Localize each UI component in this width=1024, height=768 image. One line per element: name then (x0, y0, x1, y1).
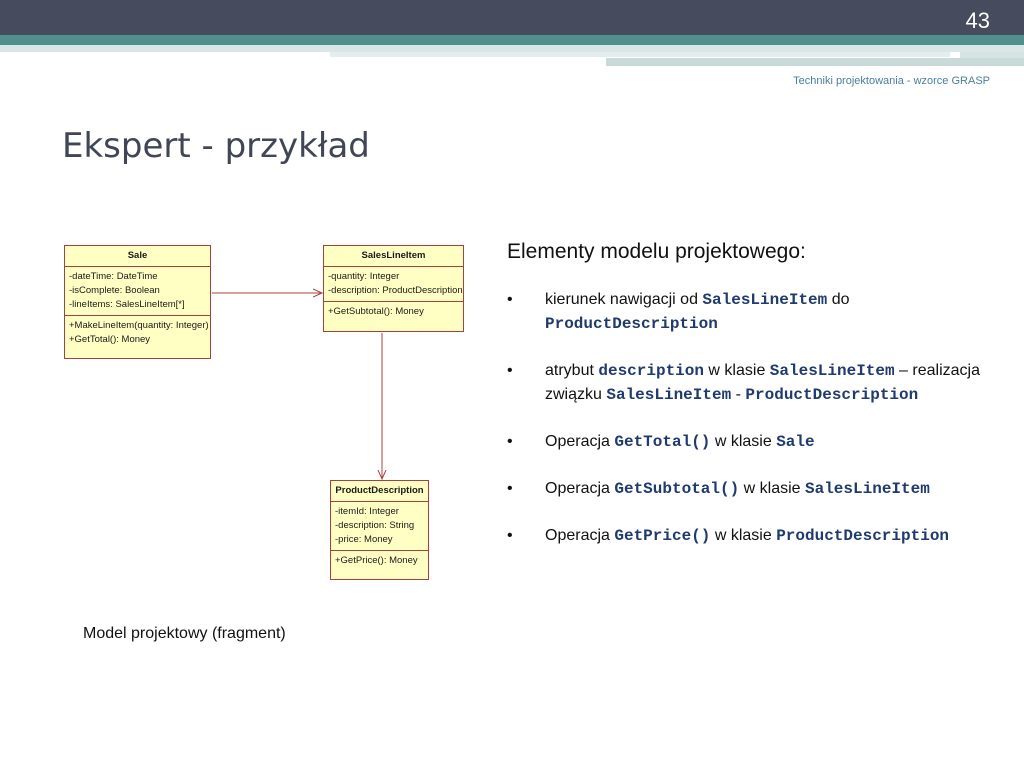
class-attribute: -quantity: Integer (328, 271, 400, 282)
bullet-item (507, 524, 997, 548)
class-attributes (324, 267, 463, 302)
bullet-text: w klasie (710, 527, 777, 544)
code-term: SalesLineItem (805, 480, 930, 498)
header-note: Techniki projektowania - wzorce GRASP (793, 75, 990, 87)
class-name: SalesLineItem (324, 246, 463, 267)
decor-stripe (0, 45, 1024, 52)
bullet-text: w klasie (739, 480, 805, 497)
code-term: ProductDescription (545, 315, 718, 333)
bullet-list (507, 288, 997, 548)
class-attribute: -description: ProductDescription (328, 285, 463, 296)
bullet-text: Operacja (545, 433, 615, 450)
class-operation: +GetTotal(): Money (69, 334, 151, 345)
code-term: GetSubtotal() (614, 480, 740, 498)
content-heading: Elementy modelu projektowego: (507, 240, 806, 263)
class-operation: +MakeLineItem(quantity: Integer) (69, 320, 209, 331)
class-attribute: -price: Money (335, 534, 393, 545)
code-term: SalesLineItem (702, 291, 828, 309)
diagram-caption: Model projektowy (fragment) (83, 625, 286, 642)
code-term: ProductDescription (776, 527, 950, 545)
bullet-dot: • (507, 527, 513, 544)
uml-class-salesLineItem (323, 245, 464, 332)
code-term: GetPrice() (614, 527, 711, 545)
code-term: SalesLineItem (606, 386, 732, 404)
bullet-text: atrybut (545, 362, 599, 379)
slide-number: 43 (965, 8, 990, 33)
bullet-text: w klasie (710, 433, 777, 450)
class-operations (65, 316, 210, 350)
page-title: Ekspert - przykład (62, 126, 370, 166)
class-operations (331, 551, 428, 571)
bullet-item (507, 477, 997, 501)
code-term: GetTotal() (614, 433, 711, 451)
bullet-dot: • (507, 433, 513, 450)
class-name: ProductDescription (331, 481, 428, 502)
code-term: ProductDescription (745, 386, 919, 404)
class-name: Sale (65, 246, 210, 267)
class-attribute: -lineItems: SalesLineItem[*] (69, 299, 185, 310)
bullet-text: – realizacja związku (545, 362, 980, 403)
bullet-text: Operacja (545, 527, 615, 544)
content-panel (507, 240, 997, 571)
bullet-item (507, 288, 997, 336)
uml-diagram (55, 238, 475, 588)
class-attributes (331, 502, 428, 551)
bullet-text: do (827, 291, 850, 308)
class-operation: +GetPrice(): Money (335, 555, 418, 566)
bullet-dot: • (507, 480, 513, 497)
class-attribute: -itemId: Integer (335, 506, 399, 517)
bullet-text: - (731, 386, 746, 403)
uml-class-productDescription (330, 480, 429, 580)
class-operation: +GetSubtotal(): Money (328, 306, 424, 317)
bullet-text: kierunek nawigacji od (545, 291, 703, 308)
class-operations (324, 302, 463, 322)
top-bar (0, 0, 1024, 35)
bullet-item (507, 359, 997, 407)
decor-stripe (330, 52, 950, 57)
code-term: SalesLineItem (769, 362, 895, 380)
decor-stripe (606, 58, 1024, 66)
code-term: description (598, 362, 704, 380)
teal-band (0, 35, 1024, 45)
class-attributes (65, 267, 210, 316)
code-term: Sale (776, 433, 815, 451)
class-attribute: -isComplete: Boolean (69, 285, 160, 296)
bullet-dot: • (507, 362, 513, 379)
bullet-item (507, 430, 997, 454)
class-attribute: -dateTime: DateTime (69, 271, 158, 282)
decor-stripe (960, 52, 1024, 58)
uml-class-sale (64, 245, 211, 359)
bullet-text: w klasie (703, 362, 770, 379)
class-attribute: -description: String (335, 520, 415, 531)
bullet-dot: • (507, 291, 513, 308)
bullet-text: Operacja (545, 480, 615, 497)
